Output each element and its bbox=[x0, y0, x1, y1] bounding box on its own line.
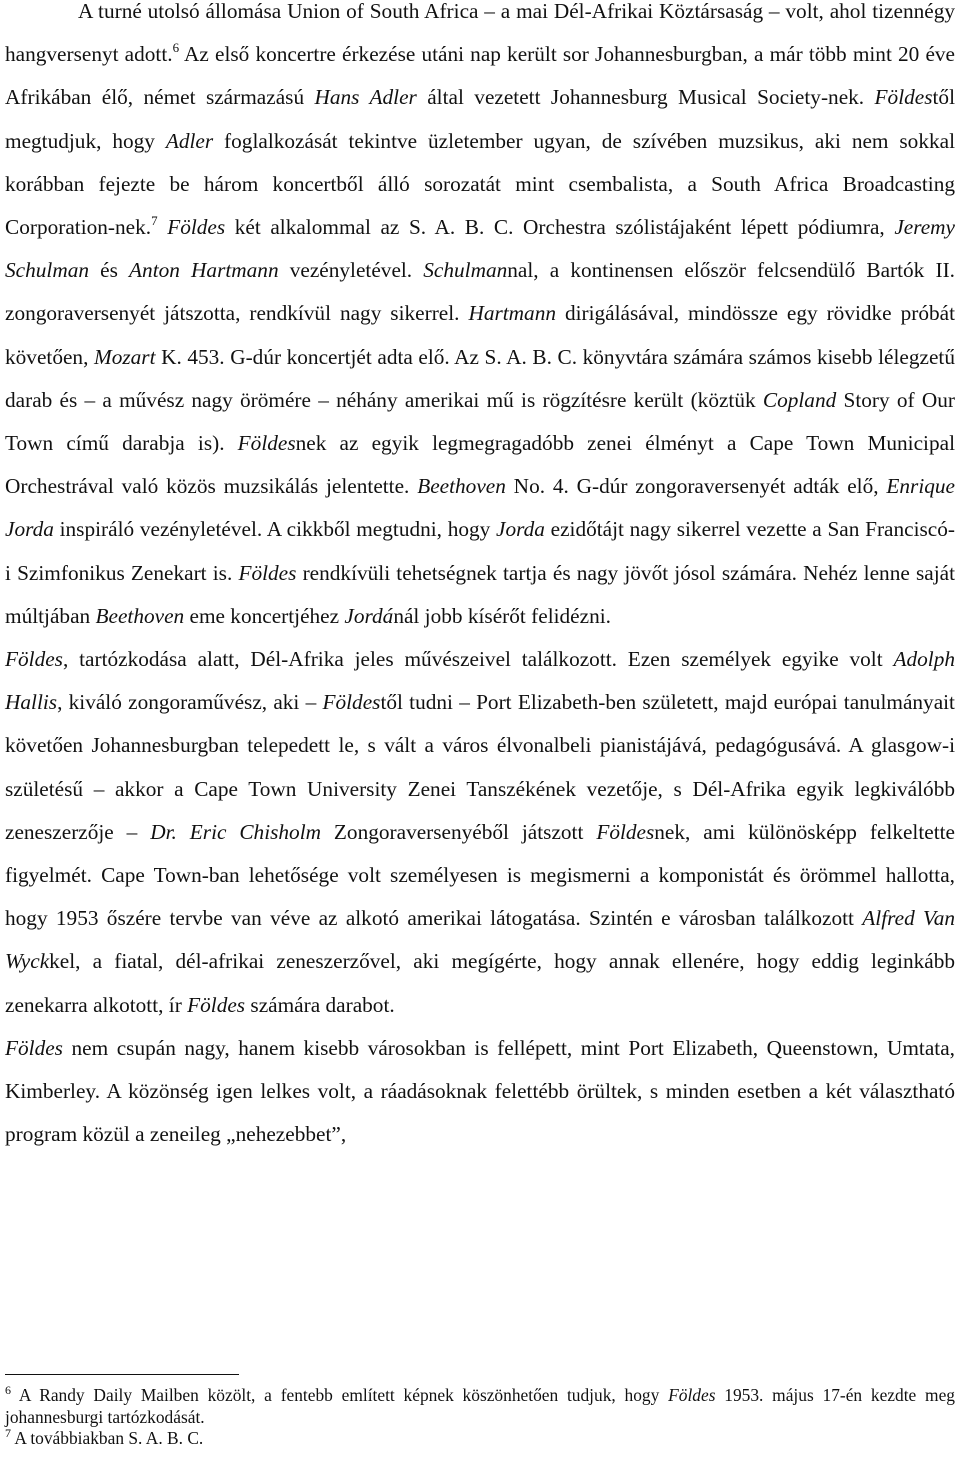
italic-text: Mozart bbox=[93, 344, 156, 369]
footnote-ref: 7 bbox=[151, 213, 158, 229]
text-run: , tartózkodása alatt, Dél-Afrika jeles művészeivel találkozott. Ezen személyek egyike volt bbox=[62, 647, 894, 672]
text-run: vezényletével. bbox=[278, 258, 424, 283]
italic-text: Dr. Eric Chisholm bbox=[150, 819, 322, 844]
footnotes bbox=[5, 1385, 955, 1450]
text-run: ezidőtájt nagy sikerrel vezette a San Franciscó-i Szimfonikus Zenekart is. bbox=[5, 517, 955, 585]
italic-text: Hartmann bbox=[468, 301, 556, 326]
document-page bbox=[5, 0, 955, 1156]
italic-text: Adolph Hallis bbox=[5, 647, 955, 715]
text-run: által vezetett Johannesburg Musical Society-nek. bbox=[416, 85, 875, 110]
italic-text: Schulman bbox=[423, 258, 508, 283]
italic-text: Alfred Van Wyck bbox=[5, 906, 955, 974]
italic-text: Földes bbox=[322, 690, 381, 715]
italic-text: Földes bbox=[5, 647, 63, 672]
footnote-7 bbox=[5, 1428, 955, 1450]
text-run: dirigálásával, mindössze egy rövidke próbát követően, bbox=[5, 301, 955, 369]
italic-text: Jordá bbox=[344, 603, 394, 628]
italic-text: Jorda bbox=[496, 517, 545, 542]
italic-text: Jeremy Schulman bbox=[5, 215, 956, 283]
text-run: 1953. május 17-én kezdte meg johannesburgi tartózkodását. bbox=[5, 1385, 956, 1427]
italic-text: Földes bbox=[237, 431, 296, 456]
italic-text: Hans Adler bbox=[314, 85, 417, 110]
text-run: eme koncertjéhez bbox=[184, 603, 345, 628]
text-run: és bbox=[89, 258, 130, 283]
italic-text: Földes bbox=[5, 1035, 63, 1060]
paragraph-smaller-towns bbox=[5, 1027, 955, 1157]
text-run: nek az egyik legmegragadóbb zenei élményt a Cape Town Municipal Orchestrával való közös muzsikálás jelentette. bbox=[5, 431, 955, 499]
text-run: inspiráló vezényletével. A cikkből megtudni, hogy bbox=[53, 517, 497, 542]
text-run: rendkívüli tehetségnek tartja és nagy jövőt jósol számára. Nehéz lenne saját múltjában bbox=[5, 560, 955, 628]
text-run: Zongoraversenyéből játszott bbox=[321, 819, 597, 844]
text-run: két alkalommal az S. A. B. C. Orchestra szólistájaként lépett pódiumra, bbox=[225, 215, 895, 240]
footnote-ref: 7 bbox=[5, 1426, 11, 1440]
paragraph-meetings-artists bbox=[5, 638, 955, 1027]
footnote-separator bbox=[5, 1374, 239, 1375]
text-run: kel, a fiatal, dél-afrikai zeneszerzővel, aki megígérte, hogy annak ellenére, hogy eddig leginkább zenekarra alkotott, ír bbox=[5, 949, 955, 1017]
text-run: , kiváló zongoraművész, aki – bbox=[57, 690, 323, 715]
italic-text: Földes bbox=[668, 1385, 716, 1405]
italic-text: Copland bbox=[762, 387, 837, 412]
footnote-ref: 6 bbox=[172, 40, 180, 56]
footnote-6 bbox=[5, 1385, 955, 1428]
footnote-ref: 6 bbox=[5, 1383, 11, 1397]
text-run: foglalkozását tekintve üzletember ugyan, de szívében muzsikus, aki nem sokkal korábban fejezte be három koncertből álló sorozatát mint csembalista, a South Africa Broadcasting Corporation-nek. bbox=[5, 128, 955, 240]
italic-text: Földes bbox=[874, 85, 933, 110]
text-run: Story of Our Town című darabja is). bbox=[5, 387, 955, 456]
text-run: Az első koncertre érkezése utáni nap került sor Johannesburgban, a már több mint 20 éve Afrikában élő, német származású bbox=[5, 42, 955, 110]
text-run: A turné utolsó állomása Union of South Africa – a mai Dél-Afrikai Köztársaság – volt, ahol tizennégy hangversenyt adott. bbox=[5, 0, 955, 67]
italic-text: Földes bbox=[167, 215, 226, 240]
text-run: A Randy Daily Mailben közölt, a fentebb említett képnek köszönhetően tudjuk, hogy bbox=[11, 1385, 669, 1405]
text-run: nál jobb kísérőt felidézni. bbox=[393, 603, 611, 628]
text-run bbox=[158, 215, 168, 239]
text-run: nem csupán nagy, hanem kisebb városokban is fellépett, mint Port Elizabeth, Queenstown, Umtata, Kimberley. A közönség igen lelkes volt, a ráadásoknak felettébb örültek, s minden esetben a két választható program közül a zeneileg „nehezebbet”, bbox=[5, 1035, 955, 1147]
italic-text: Beethoven bbox=[417, 474, 506, 499]
italic-text: Adler bbox=[165, 128, 214, 153]
text-run: nek, ami különösképp felkeltette figyelmét. Cape Town-ban lehetősége volt személyesen is megismerni a komponistát és örömmel hallotta, hogy 1953 őszére tervbe van véve az alkotó amerikai látogatása. Szintén e városban találkozott bbox=[5, 819, 956, 931]
text-run: No. 4. G-dúr zongoraversenyét adták elő, bbox=[505, 474, 887, 499]
italic-text: Anton Hartmann bbox=[129, 258, 279, 283]
text-run: számára darabot. bbox=[245, 992, 395, 1017]
text-run: től megtudjuk, hogy bbox=[5, 85, 955, 153]
italic-text: Beethoven bbox=[95, 603, 185, 628]
text-run: K. 453. G-dúr koncertjét adta elő. Az S. A. B. C. könyvtára számára számos kisebb lélegzetű darab és – a művész nagy örömére – néhány amerikai mű is rögzítésre került (köztük bbox=[5, 344, 955, 412]
italic-text: Földes bbox=[238, 560, 297, 585]
italic-text: Földes bbox=[596, 819, 655, 844]
italic-text: Enrique Jorda bbox=[5, 474, 955, 542]
text-run: nal, a kontinensen először felcsendülő Bartók II. zongoraversenyét játszotta, rendkívül nagy sikerrel. bbox=[5, 258, 955, 326]
text-run: től tudni – Port Elizabeth-ben született, majd európai tanulmányait követően Johannesburgban telepedett le, s vált a város élvonalbeli pianistájává, pedagógusává. A glasgow-i születésű – akkor a Cape Town University Zenei Tanszékének vezetője, s Dél-Afrika egyik legkiválóbb zeneszerzője – bbox=[5, 690, 955, 844]
text-run: A továbbiakban S. A. B. C. bbox=[11, 1428, 204, 1448]
paragraph-tour-south-africa bbox=[5, 0, 955, 638]
italic-text: Földes bbox=[187, 992, 246, 1017]
